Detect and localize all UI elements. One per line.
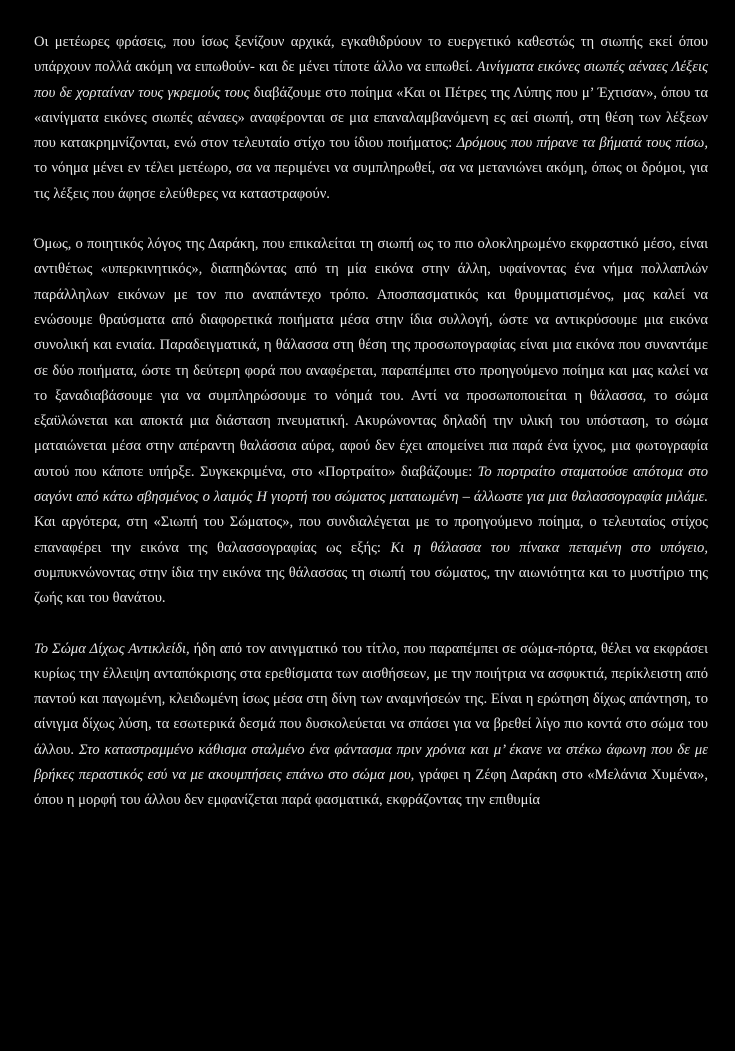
text-run: Οι μετέωρες φράσεις, που ίσως ξενίζουν αρχικά, εγκαθιδρύουν το ευεργετικό καθεστώς τη σιωπής εκεί όπου υπάρχουν πολλά ακόμη να ειπωθούν- και δε μένει τίποτε άλλο να ειπωθεί. (34, 34, 708, 76)
text-run: διαβάζουμε στο ποίημα «Και οι Πέτρες της Λύπης που μ’ Έχτισαν», όπου τα «αινίγματα εικόνες σιωπές αέναες» αναφέρονται σε μια επαναλαμβανόμενη ες αεί σιωπή, στη θέση των λέξεων που κατακρημνίζονται, ενώ στον τελευταίο στίχο του ίδιου ποιήματος: (34, 84, 708, 152)
document-page (34, 30, 708, 839)
paragraph-3 (34, 637, 708, 814)
text-run: ήδη από τον αινιγματικό του τίτλο, που παραπέμπει σε σώμα-πόρτα, θέλει να εκφράσει κυρίως την έλλειψη ανταπόκρισης στα ερεθίσματα των αισθήσεων, με την ποιήτρια να ασφυκτιά, περίκλειστη από παντού και παγωμένη, κλειδωμένη ίσως μέσα στη δίνη των αναμνήσεών της. Είναι η ερώτηση δίχως απάντηση, το αίνιγμα δίχως λύση, τα εσωτερικά δεσμά που δυσκολεύεται να σπάσει για να βρεθεί λίγο πιο κοντά στο σώμα του άλλου. (34, 640, 708, 758)
text-run: Και αργότερα, στη «Σιωπή του Σώματος», που συνδιαλέγεται με το προηγούμενο ποίημα, ο τελευταίος στίχος επαναφέρει την εικόνα της θαλασσογραφίας ως εξής: (34, 514, 708, 556)
italic-quote: Στο καταστραμμένο κάθισμα σταλμένο ένα φάντασμα πριν χρόνια και μ’ έκανε να στέκω άφωνη που δε με βρήκες περαστικός εσύ να με ακουμπήσεις επάνω στο σώμα μου, (34, 741, 708, 784)
italic-quote: Αινίγματα εικόνες σιωπές αέναες Λέξεις που δε χορταίναν τους γκρεμούς τους (34, 59, 709, 101)
italic-quote: Το πορτραίτο σταματούσε απότομα στο σαγόνι από κάτω σβησμένος ο λαιμός Η γιορτή του σώματος ματαιωμένη – άλλωστε για μια θαλασσογραφία μιλάμε. (34, 463, 708, 506)
italic-quote: Κι η θάλασσα του πίνακα πεταμένη στο υπόγειο, (390, 539, 708, 556)
text-run: γράφει η Ζέφη Δαράκη στο «Μελάνια Χυμένα», όπου η μορφή του άλλου δεν εμφανίζεται παρά φασματικά, εκφράζοντας την επιθυμία (34, 767, 709, 809)
italic-quote: Δρόμους που πήρανε τα βήματά τους πίσω, (456, 135, 708, 152)
paragraph-1 (34, 30, 708, 207)
text-run: συμπυκνώνοντας στην ίδια την εικόνα της θάλασσας τη σιωπή του σώματος, την αιωνιότητα και το μυστήριο της ζωής και του θανάτου. (34, 564, 708, 607)
text-run: το νόημα μένει εν τέλει μετέωρο, σα να περιμένει να συμπληρωθεί, σα να μετανιώνει ακόμη, όπως οι δρόμοι, για τις λέξεις που άφησε ελεύθερες να καταστραφούν. (34, 160, 708, 202)
paragraph-2 (34, 232, 708, 611)
italic-title: Το Σώμα Δίχως Αντικλείδι, (34, 640, 190, 657)
text-run: Όμως, ο ποιητικός λόγος της Δαράκη, που επικαλείται τη σιωπή ως το πιο ολοκληρωμένο εκφραστικό μέσο, είναι αντιθέτως «υπερκινητικός», διαπηδώντας από τη μία εικόνα στην άλλη, υφαίνοντας ένα νήμα πολλαπλών παράλληλων εικόνων με τον πιο αναπάντεχο τρόπο. Αποσπασματικός και θρυμματισμένος, μας καλεί να ενώσουμε θραύσματα από διαφορετικά ποιήματα μέσα στην ίδια συλλογή, ώστε να αντικρύσουμε μια εικόνα συνολική και ενιαία. Παραδειγματικά, η θάλασσα στη θέση της προσωπογραφίας είναι μια εικόνα που συναντάμε σε δύο ποιήματα, ώστε τη δεύτερη φορά που αναφέρεται, παραπέμπει στο προηγούμενο ποίημα και μας καλεί να το ξαναδιαβάσουμε για να συμπληρώσουμε το νόημά του. Αντί να προσωποποιείται η θάλασσα, το σώμα εξαϋλώνεται και αποκτά μια διάσταση πνευματική. Ακυρώνοντας δηλαδή την υλική του υπόσταση, το σώμα ματαιώνεται μέσα στην απέραντη θαλάσσια αύρα, αφού δεν έχει απομείνει πια παρά ένα ίχνος, μια φωτογραφία αυτού που κάποτε υπήρξε. Συγκεκριμένα, στο «Πορτραίτο» διαβάζουμε: (34, 236, 708, 480)
